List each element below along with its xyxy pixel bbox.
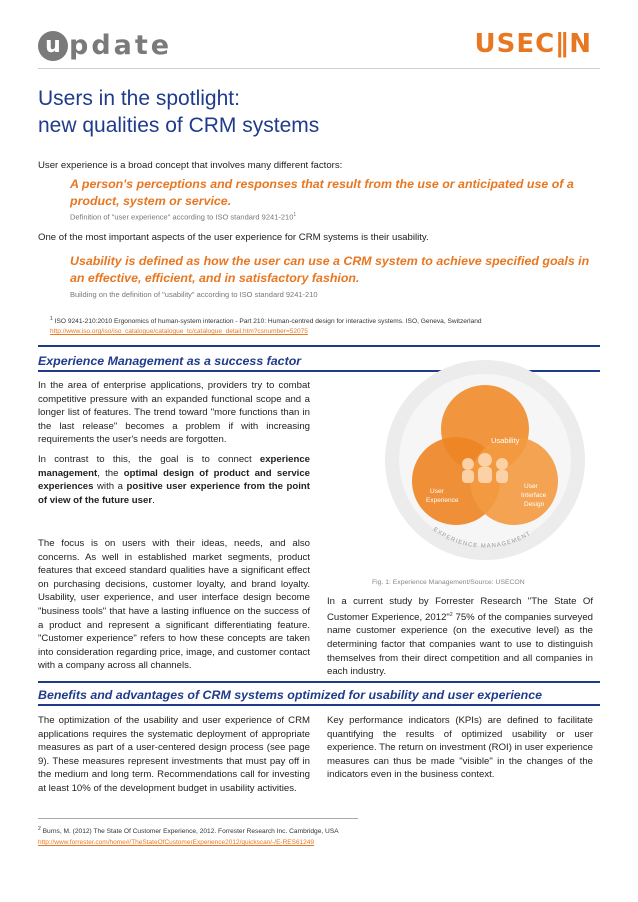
- footnote-2-link[interactable]: http://www.forrester.com/home#/TheStateOfCustomerExperience2012/quickscan/-/E-RES61249: [38, 839, 315, 846]
- p2-part-e: with a: [93, 481, 127, 493]
- right-p-sup: 2: [449, 611, 453, 618]
- title-line-2: new qualities of CRM systems: [38, 114, 320, 137]
- section-2-right-paragraph: Key performance indicators (KPIs) are defined to facilitate quantifying the results of optimized usability or user experience. The return on investment (ROI) in user experience measures can thus be made "visible" in the changes of the indicators even in the business context.: [327, 715, 593, 781]
- quote-1-source-text: Definition of "user experience" according to ISO standard 9241-210: [70, 212, 294, 222]
- section-2-title: Benefits and advantages of CRM systems optimized for usability and user experience: [38, 688, 543, 702]
- footnote-2-text: Burns, M. (2012) The State Of Customer Experience, 2012. Forrester Research Inc. Cambridge, USA: [42, 828, 339, 836]
- label-ux-2: Experience: [426, 497, 459, 504]
- logo-text: pdate: [69, 30, 173, 61]
- p2-part-g: .: [152, 494, 155, 506]
- footnote-2-num: 2: [38, 826, 41, 832]
- title-line-1: Users in the spotlight:: [38, 87, 240, 110]
- footnote-divider: [38, 818, 358, 819]
- section-1-title: Experience Management as a success factor: [38, 354, 302, 368]
- section-1-divider: [38, 345, 600, 347]
- footnote-1-link[interactable]: http://www.iso.org/iso/iso_catalogue/catalogue_tc/catalogue_detail.htm?csnumber=52075: [50, 328, 308, 335]
- footnote-1-text: ISO 9241-210:2010 Ergonomics of human-system interaction - Part 210: Human-centred design for interactive systems. ISO, Geneva, Switzerland: [54, 318, 482, 326]
- section-1-paragraph-3: The focus is on users with their ideas, needs, and also concerns. As well in established market segments, product features that exceed standard qualities have a significant effect on purchasing decisions, customer loyalty, and brand loyalty. Usability, user experience, and user interface design become "business tools" that have a lasting influence on the success of a product and represent a significant differentiating feature. "Customer experience" refers to how these concepts are taken into consideration regarding price, image, and customer contact with a company across all channels.: [38, 538, 310, 672]
- update-logo: [38, 30, 172, 61]
- ring-label-path: EXPERIENCE MANAGEMENT: [431, 526, 533, 550]
- p2-bold-optimal-design: optimal design of product and service experiences: [38, 467, 310, 493]
- p2-bold-positive-ux: positive user experience from the point of view of the future user: [38, 481, 310, 506]
- label-ux-1: User: [430, 488, 444, 495]
- label-usability: Usability: [491, 436, 520, 445]
- page-title: [38, 85, 598, 139]
- p2-part-c: , the: [97, 467, 124, 479]
- section-2-divider: [38, 681, 600, 683]
- quote-1-source: [70, 212, 296, 222]
- p2-bold-experience-management: experience management: [38, 454, 310, 479]
- intro-text-1: User experience is a broad concept that involves many different factors:: [38, 160, 343, 171]
- experience-management-diagram: [382, 357, 588, 563]
- quote-2-source: Building on the definition of "usability" according to ISO standard 9241-210: [70, 290, 318, 299]
- section-2-left-paragraph: The optimization of the usability and user experience of CRM applications requires the systematic deployment of appropriate measures as part of a user-centered design process (see page 9). These measures represent investments that must pay off in the medium and long term. Recommendations call for investing at least 10% of the development budget in usability activities.: [38, 715, 310, 794]
- section-2-underline: [38, 704, 600, 706]
- section-1-paragraph-2: [38, 453, 310, 507]
- intro-text-2: One of the most important aspects of the user experience for CRM systems is their usability.: [38, 232, 429, 243]
- label-ui-1: User: [524, 483, 538, 490]
- footnote-1-num: 1: [50, 316, 53, 322]
- header-divider: [38, 68, 600, 69]
- section-1-right-paragraph: [327, 595, 593, 679]
- right-p-part-a: In a current study by Forrester Research "The State Of Customer Experience, 2012": [327, 596, 593, 623]
- footnote-2: [38, 826, 339, 835]
- label-ui-2: Interface: [521, 492, 547, 499]
- right-p-part-b: 75% of the companies surveyed name customer experience (on the executive level) as the determining factor that companies want to use to distinguish themselves from their direct competition and all companies in each industry.: [327, 611, 593, 678]
- figure-caption: Fig. 1: Experience Management/Source: USECON: [372, 579, 525, 586]
- quote-1-sup: 1: [293, 212, 297, 218]
- section-1-paragraph-1: In the area of enterprise applications, providers try to combat competitive pressure with an expanded functional scope and a longer list of features. The trend toward "more functions than in the last release" becomes a problem if with increasing requirements the user's needs are forgotten.: [38, 380, 310, 446]
- quote-user-experience: A person's perceptions and responses that result from the use or anticipated use of a product, system or service.: [70, 177, 574, 208]
- logo-u-circle: u: [38, 31, 68, 61]
- footnote-1: [50, 316, 482, 325]
- p2-part-a: In contrast to this, the goal is to connect: [38, 454, 260, 465]
- quote-usability: Usability is defined as how the user can use a CRM system to achieve specified goals in an effective, efficient, and in satisfactory fashion.: [70, 254, 590, 285]
- label-ui-3: Design: [524, 501, 545, 508]
- usecon-logo: USEC∥N: [474, 29, 592, 59]
